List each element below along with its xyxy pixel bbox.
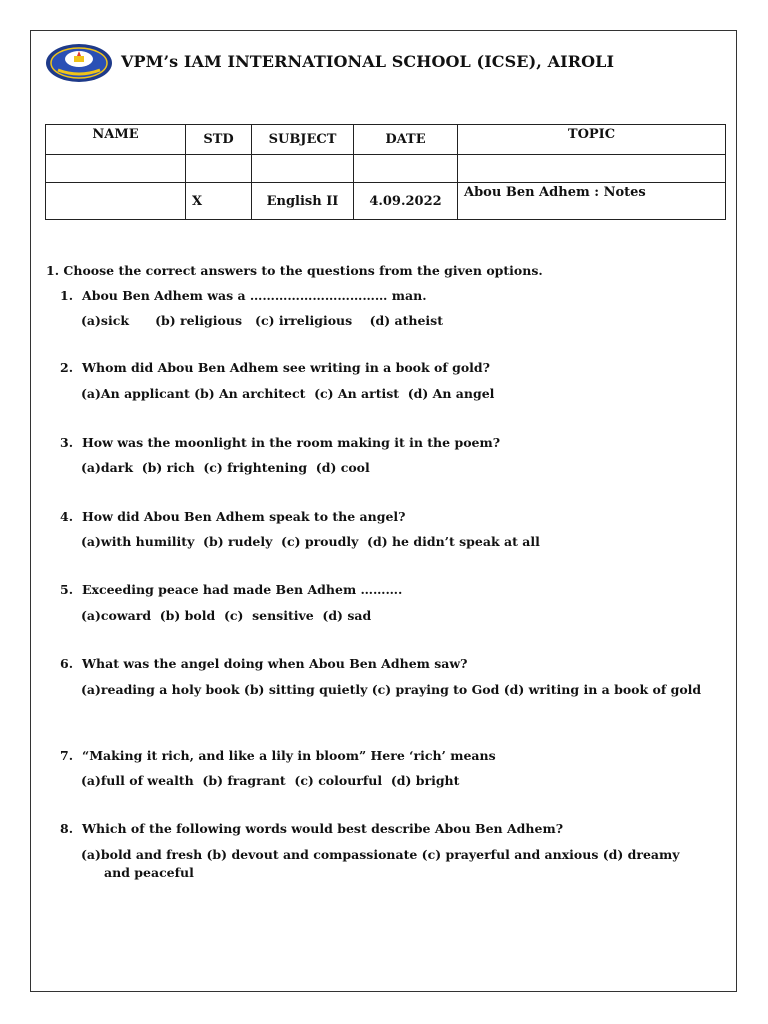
std-value: X: [186, 183, 252, 220]
date-field: [354, 155, 458, 183]
question-text: Abou Ben Adhem was a …………………………… man.: [82, 288, 427, 303]
question-text: Exceeding peace had made Ben Adhem ……….: [82, 582, 403, 597]
question-2: [60, 360, 490, 375]
topic-value: Abou Ben Adhem : Notes: [458, 183, 726, 220]
header-name: NAME: [46, 125, 186, 155]
section-title: 1. Choose the correct answers to the questions from the given options.: [46, 263, 543, 278]
question-text: How did Abou Ben Adhem speak to the angel?: [82, 509, 406, 524]
header-topic: TOPIC: [458, 125, 726, 155]
question-text: How was the moonlight in the room making it in the poem?: [82, 435, 501, 450]
question-number: 6.: [60, 656, 74, 671]
question-text: Which of the following words would best describe Abou Ben Adhem?: [82, 821, 564, 836]
question-4-options: (a)with humility (b) rudely (c) proudly (d) he didn’t speak at all: [81, 534, 540, 549]
question-3-options: (a)dark (b) rich (c) frightening (d) cool: [81, 460, 370, 475]
table-header-row: [46, 125, 726, 155]
header-subject: SUBJECT: [252, 125, 354, 155]
question-4: [60, 509, 406, 524]
question-6-options: (a)reading a holy book (b) sitting quietly (c) praying to God (d) writing in a book of gold: [81, 682, 702, 697]
question-8-options: (a)bold and fresh (b) devout and compassionate (c) prayerful and anxious (d) dreamy and peaceful: [81, 847, 680, 880]
question-8: [60, 821, 563, 836]
question-number: 8.: [60, 821, 74, 836]
question-6: [60, 656, 467, 671]
question-number: 4.: [60, 509, 74, 524]
question-number: 1.: [60, 288, 74, 303]
name-value: [46, 183, 186, 220]
name-field[interactable]: [46, 155, 186, 183]
header-std: STD: [186, 125, 252, 155]
table-empty-row: [46, 155, 726, 183]
subject-field: [252, 155, 354, 183]
question-number: 2.: [60, 360, 74, 375]
date-value: 4.09.2022: [354, 183, 458, 220]
question-5-options: (a)coward (b) bold (c) sensitive (d) sad: [81, 608, 372, 623]
question-5: [60, 582, 402, 597]
question-text: Whom did Abou Ben Adhem see writing in a book of gold?: [82, 360, 490, 375]
question-number: 3.: [60, 435, 74, 450]
question-text: “Making it rich, and like a lily in bloom” Here ‘rich’ means: [82, 748, 496, 763]
question-7: [60, 748, 496, 763]
question-number: 7.: [60, 748, 74, 763]
topic-field: [458, 155, 726, 183]
student-info-table: [45, 124, 726, 220]
subject-value: English II: [252, 183, 354, 220]
question-number: 5.: [60, 582, 74, 597]
std-field: [186, 155, 252, 183]
table-values-row: [46, 183, 726, 220]
question-3: [60, 435, 500, 450]
question-1: [60, 288, 427, 303]
school-title: VPM’s IAM INTERNATIONAL SCHOOL (ICSE), AIROLI: [121, 52, 615, 71]
question-text: What was the angel doing when Abou Ben Adhem saw?: [82, 656, 468, 671]
question-2-options: (a)An applicant (b) An architect (c) An artist (d) An angel: [81, 386, 495, 401]
question-7-options: (a)full of wealth (b) fragrant (c) colourful (d) bright: [81, 773, 460, 788]
header-date: DATE: [354, 125, 458, 155]
question-1-options: (a)sick (b) religious (c) irreligious (d) atheist: [81, 313, 443, 328]
school-emblem-icon: [44, 42, 114, 84]
